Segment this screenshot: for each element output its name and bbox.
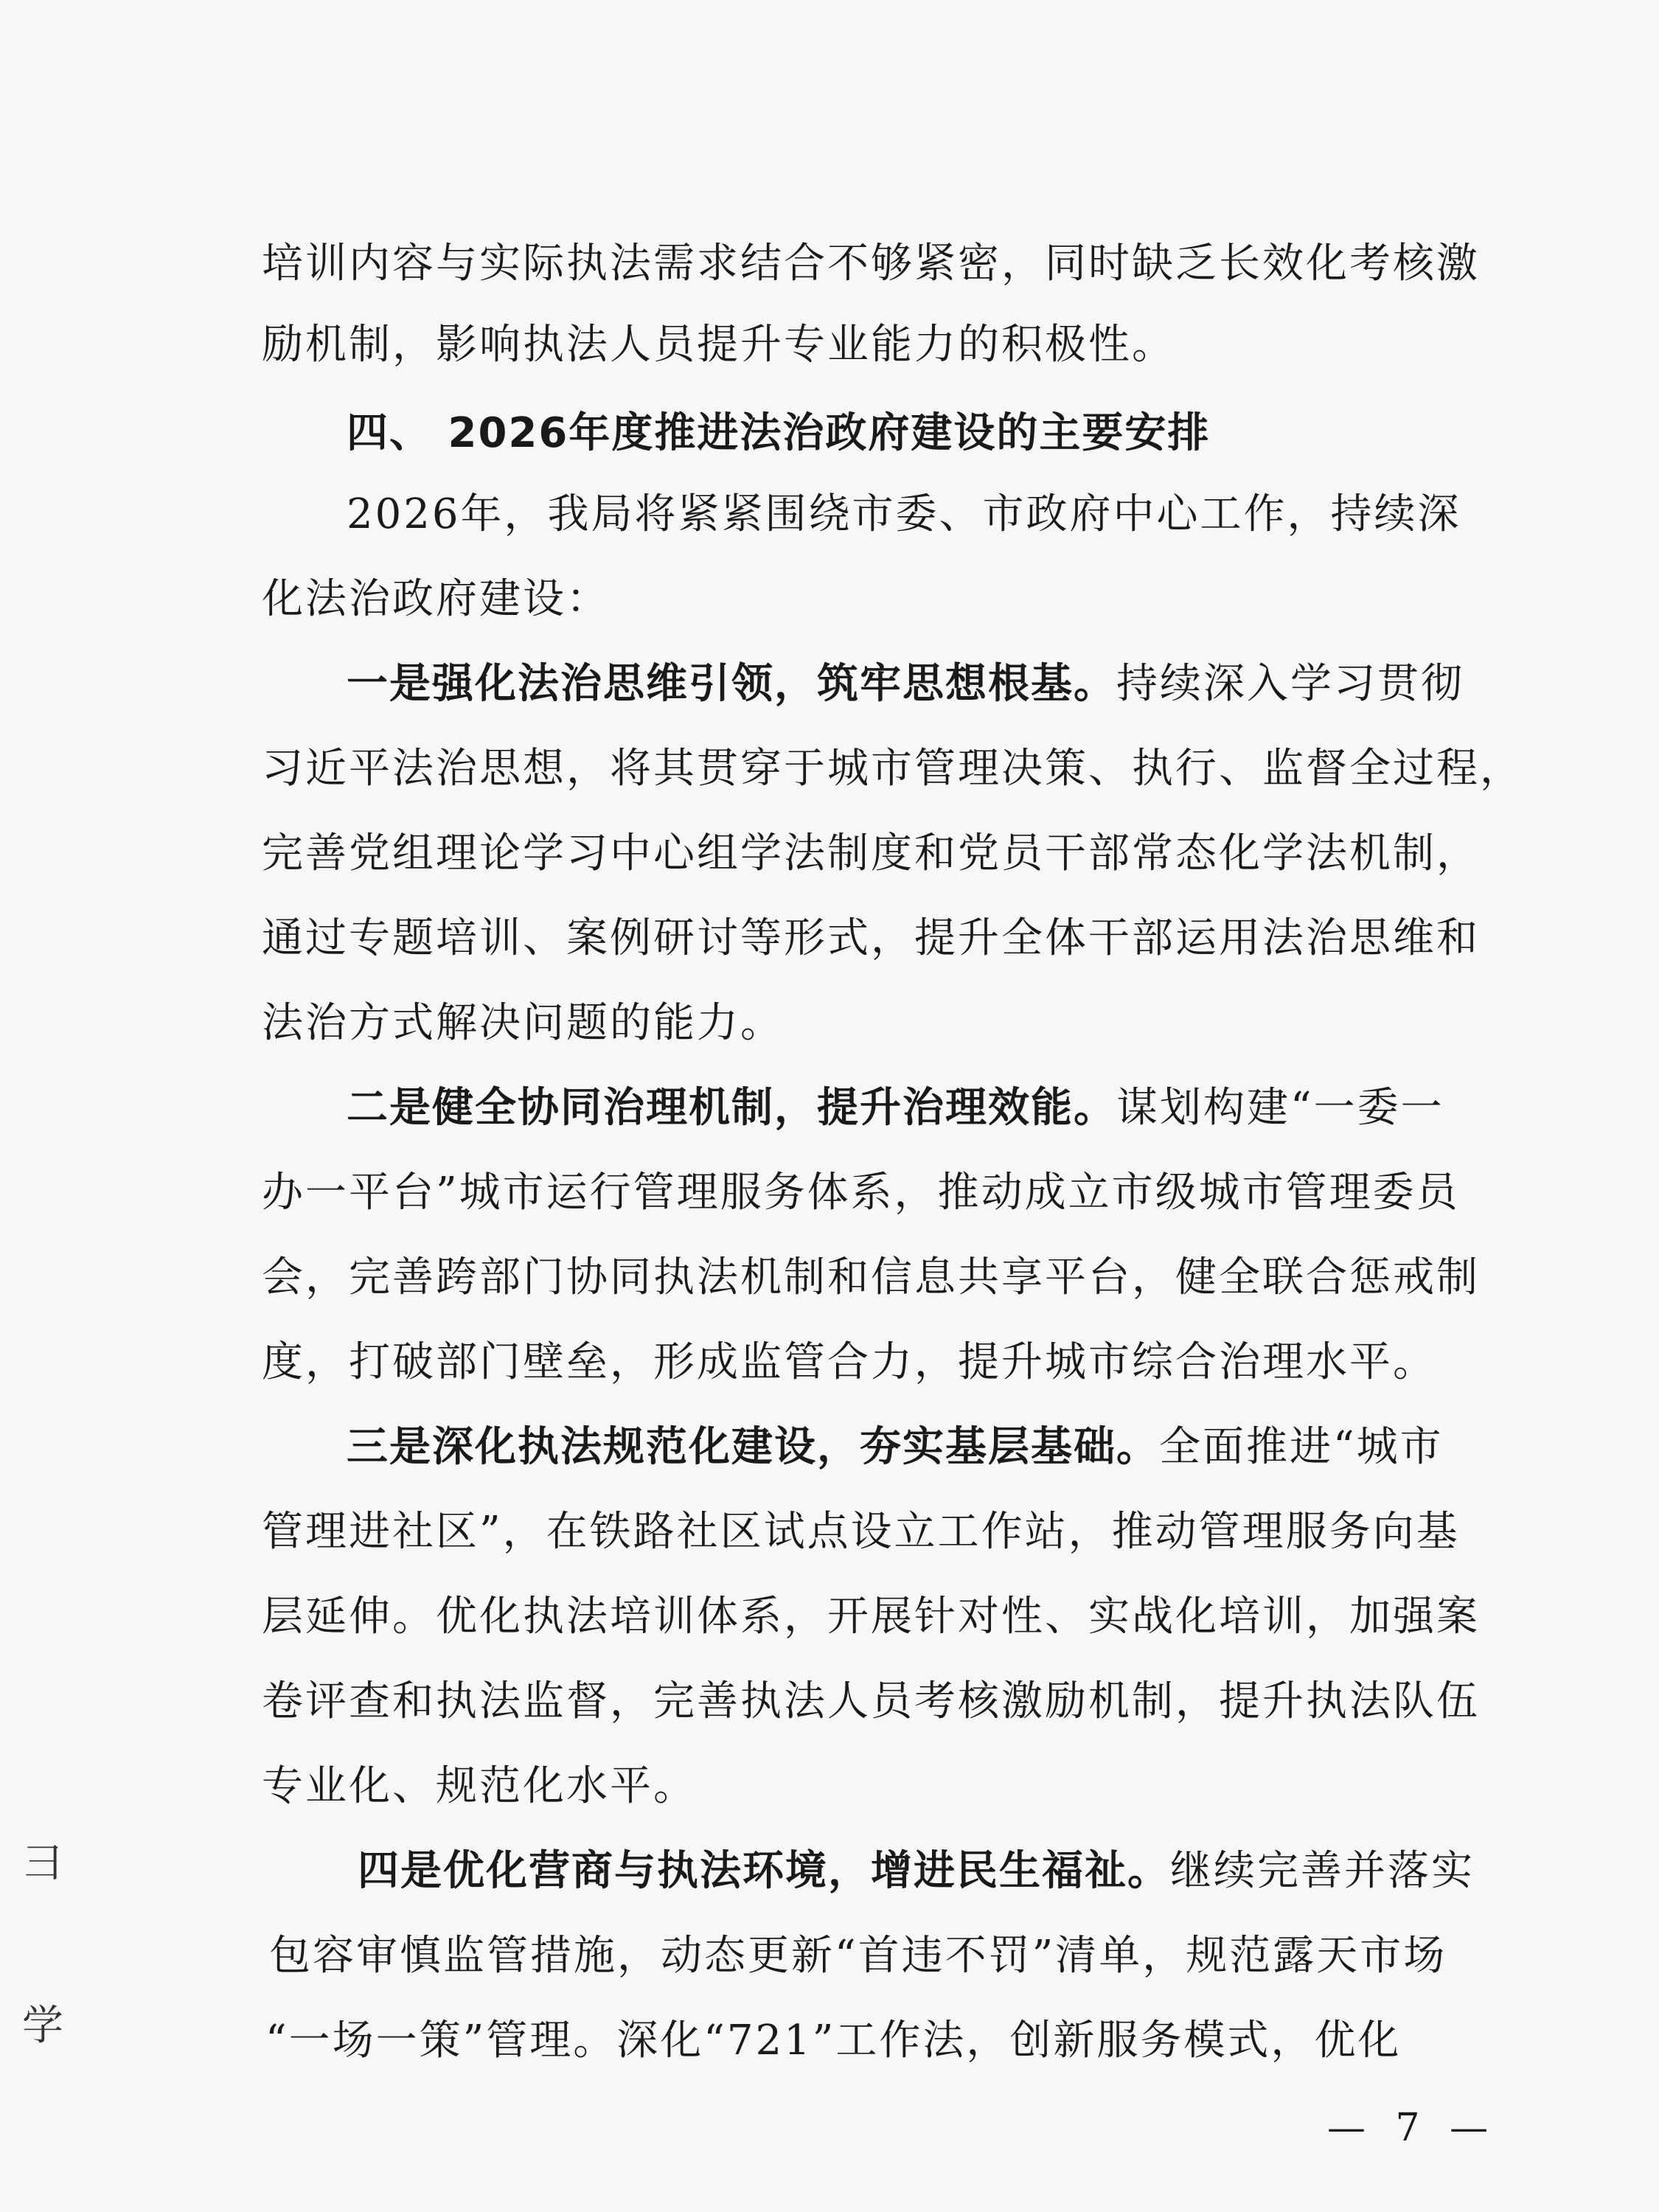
text-line: 习近平法治思想，将其贯穿于城市管理决策、执行、监督全过程， xyxy=(262,745,1523,793)
paragraph-lead: 四是优化营商与执法环境，增进民生福祉。 xyxy=(358,1847,1170,1895)
text-line: 化法治政府建设： xyxy=(262,575,610,623)
text-line: 会，完善跨部门协同执法机制和信息共享平台，健全联合惩戒制 xyxy=(262,1253,1480,1301)
text-line: “一场一策”管理。深化“721”工作法，创新服务模式，优化 xyxy=(265,2017,1402,2065)
paragraph-first-line xyxy=(347,660,1464,708)
text-line: 专业化、规范化水平。 xyxy=(262,1762,697,1810)
page-number: — 7 — xyxy=(1327,2106,1498,2150)
paragraph-first-line xyxy=(358,1847,1475,1895)
paragraph-text: 继续完善并落实 xyxy=(1170,1847,1475,1895)
text-line: 法治方式解决问题的能力。 xyxy=(262,999,784,1047)
text-line: 卷评查和执法监督，完善执法人员考核激励机制，提升执法队伍 xyxy=(262,1677,1480,1725)
text-line: 度，打破部门壁垒，形成监管合力，提升城市综合治理水平。 xyxy=(262,1338,1436,1386)
text-line: 包容审慎监管措施，动态更新“首违不罚”清单，规范露天市场 xyxy=(269,1932,1447,1980)
paragraph-text: 谋划构建“一委一 xyxy=(1116,1084,1444,1132)
section-heading: 四、 2026年度推进法治政府建设的主要安排 xyxy=(347,409,1211,457)
text-line: 通过专题培训、案例研讨等形式，提升全体干部运用法治思维和 xyxy=(262,914,1480,962)
text-line: 办一平台”城市运行管理服务体系，推动成立市级城市管理委员 xyxy=(262,1169,1460,1217)
paragraph-text: 全面推进“城市 xyxy=(1159,1423,1444,1471)
text-line: 2026年，我局将紧紧围绕市委、市政府中心工作，持续深 xyxy=(347,490,1461,538)
paragraph-lead: 二是健全协同治理机制，提升治理效能。 xyxy=(347,1084,1116,1132)
paragraph-lead: 三是深化执法规范化建设，夯实基层基础。 xyxy=(347,1423,1159,1471)
text-line: 完善党组理论学习中心组学法制度和党员干部常态化学法机制， xyxy=(262,830,1480,877)
margin-mark: 学 xyxy=(22,2002,63,2050)
paragraph-first-line xyxy=(347,1423,1444,1471)
margin-mark: 彐 xyxy=(22,1840,63,1888)
paragraph-first-line xyxy=(347,1084,1444,1132)
text-line: 层延伸。优化执法培训体系，开展针对性、实战化培训，加强案 xyxy=(262,1593,1480,1641)
paragraph-text: 持续深入学习贯彻 xyxy=(1116,660,1464,708)
text-line: 励机制，影响执法人员提升专业能力的积极性。 xyxy=(262,321,1175,369)
paragraph-lead: 一是强化法治思维引领，筑牢思想根基。 xyxy=(347,660,1116,708)
text-line: 管理进社区”，在铁路社区试点设立工作站，推动管理服务向基 xyxy=(262,1508,1460,1556)
text-line: 培训内容与实际执法需求结合不够紧密，同时缺乏长效化考核激 xyxy=(262,240,1480,288)
